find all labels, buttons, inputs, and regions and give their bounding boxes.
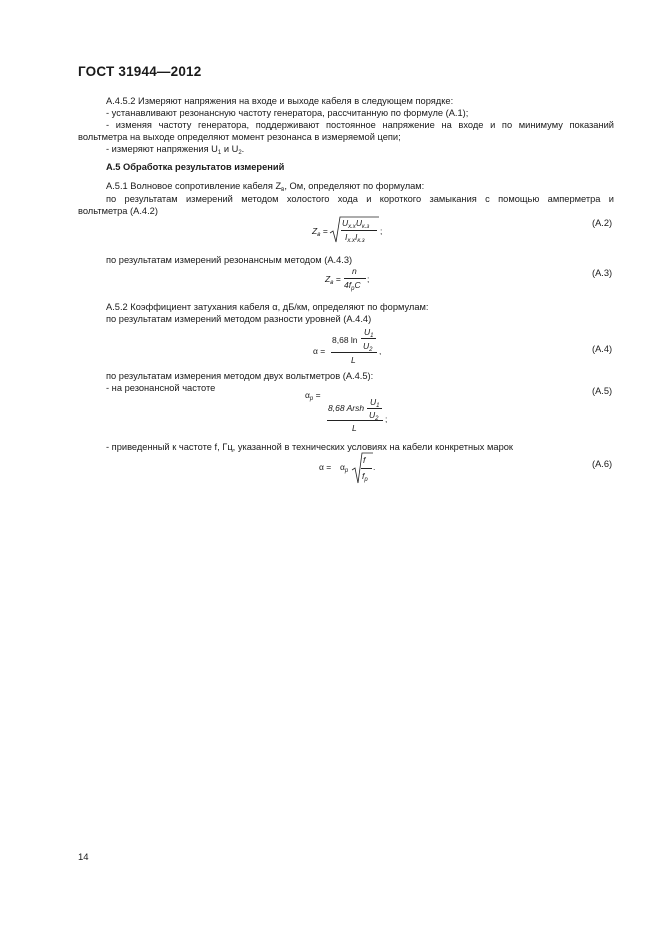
formula-a4-inner-fraction-bar <box>361 338 376 339</box>
formula-a6-tail: . <box>373 462 376 472</box>
formula-a3-numerator: n <box>352 266 357 276</box>
formula-a4-lhs: α = <box>313 346 326 356</box>
paragraph-a452-step3 <box>106 143 244 159</box>
formula-a4-tail: , <box>379 346 382 356</box>
formula-a2-denominator: $I_{х.х}I_{к.з}$ <box>345 232 365 244</box>
formula-a3-number: (А.3) <box>592 268 613 278</box>
formula-a5-lhs: $\alpha_р$ = <box>305 390 321 402</box>
formula-a6-rhs: $\alpha_р$ <box>340 462 349 474</box>
a51-post: , Ом, определяют по формулам: <box>284 181 425 191</box>
paragraph-a52-method2: по результатам измерения методом двух вольтметров (А.4.5): <box>106 371 374 381</box>
formula-a6-fraction-bar <box>361 468 372 469</box>
formula-a3-lhs: $Z_в$ = <box>325 274 341 286</box>
formula-a2-numerator: $U_{х.х}U_{к.з}$ <box>342 218 370 230</box>
formula-a4-number: (А.4) <box>592 344 613 354</box>
page-number: 14 <box>78 852 89 863</box>
formula-a5-coef: 8,68 Arsh <box>328 403 365 413</box>
formula-a3-fraction-bar <box>344 278 366 279</box>
formula-a5-fraction-bar <box>327 420 383 421</box>
step3-text: - измеряют напряжения U <box>106 144 218 154</box>
formula-a4-coef: 8,68 ln <box>332 335 358 345</box>
formula-a2-lhs: $Z_в$ = <box>312 226 328 238</box>
paragraph-a51-method1-line1: по результатам измерений методом холостого хода и короткого замыкания с помощью амперметра и <box>106 194 614 204</box>
step3-mid: и U <box>221 144 239 154</box>
paragraph-a52: А.5.2 Коэффициент затухания кабеля α, дБ/км, определяют по формулам: <box>106 302 429 312</box>
formula-a3-denominator: $4f_рC$ <box>344 280 361 292</box>
formula-a5-inner-numerator: $U_1$ <box>370 397 380 409</box>
paragraph-a52-reduced: - приведенный к частоте f, Гц, указанной в технических условиях на кабели конкретных марок <box>106 442 513 452</box>
formula-a5-tail: ; <box>385 414 388 424</box>
formula-a5-number: (А.5) <box>592 386 613 396</box>
paragraph-a52-method1: по результатам измерений методом разности уровней (А.4.4) <box>106 314 372 324</box>
formula-a5-inner-fraction-bar <box>367 408 382 409</box>
paragraph-a52-resonant: - на резонансной частоте <box>106 383 216 393</box>
step3-end: . <box>241 144 245 154</box>
paragraph-a452-step2-line2: вольтметра на выходе определяют момент резонанса в измеряемой цепи; <box>78 132 401 142</box>
a51-sub: в <box>281 187 285 193</box>
formula-a4-inner-denominator: $U_2$ <box>363 341 373 353</box>
step3-sub1: 1 <box>217 150 222 156</box>
formula-a6-number: (А.6) <box>592 459 613 469</box>
formula-a5-inner-denominator: $U_2$ <box>369 410 379 422</box>
formula-a6-numerator: f <box>363 455 366 465</box>
section-a5-title: А.5 Обработка результатов измерений <box>106 162 285 172</box>
paragraph-a51-method2: по результатам измерений резонансным методом (А.4.3) <box>106 255 353 265</box>
formula-a2-fraction-bar <box>341 230 377 231</box>
formula-a6-lhs: α = <box>319 462 332 472</box>
formula-a2-number: (А.2) <box>592 218 613 228</box>
paragraph-a51-method1-line2: вольтметра (А.4.2) <box>78 206 158 216</box>
formula-a2-tail: ; <box>380 226 383 236</box>
formula-a4-fraction-bar <box>331 352 377 353</box>
paragraph-a452-step2-line1: - изменяя частоту генератора, поддерживают постоянное напряжение на входе и по минимуму показаний <box>106 120 614 130</box>
formula-a5-denominator: L <box>352 423 357 433</box>
paragraph-a452: А.4.5.2 Измеряют напряжения на входе и выходе кабеля в следующем порядке: <box>106 96 454 106</box>
formula-a6-denominator: $f_р$ <box>362 471 368 483</box>
a51-pre: А.5.1 Волновое сопротивление кабеля Z <box>106 181 282 191</box>
paragraph-a452-step1: - устанавливают резонансную частоту генератора, рассчитанную по формуле (А.1); <box>106 108 469 118</box>
step3-sub2: 2 <box>238 150 242 156</box>
document-header: ГОСТ 31944—2012 <box>78 64 202 79</box>
formula-a4-denominator: L <box>351 355 356 365</box>
formula-a4-inner-numerator: $U_1$ <box>364 327 374 339</box>
formula-a3-tail: ; <box>367 274 370 284</box>
